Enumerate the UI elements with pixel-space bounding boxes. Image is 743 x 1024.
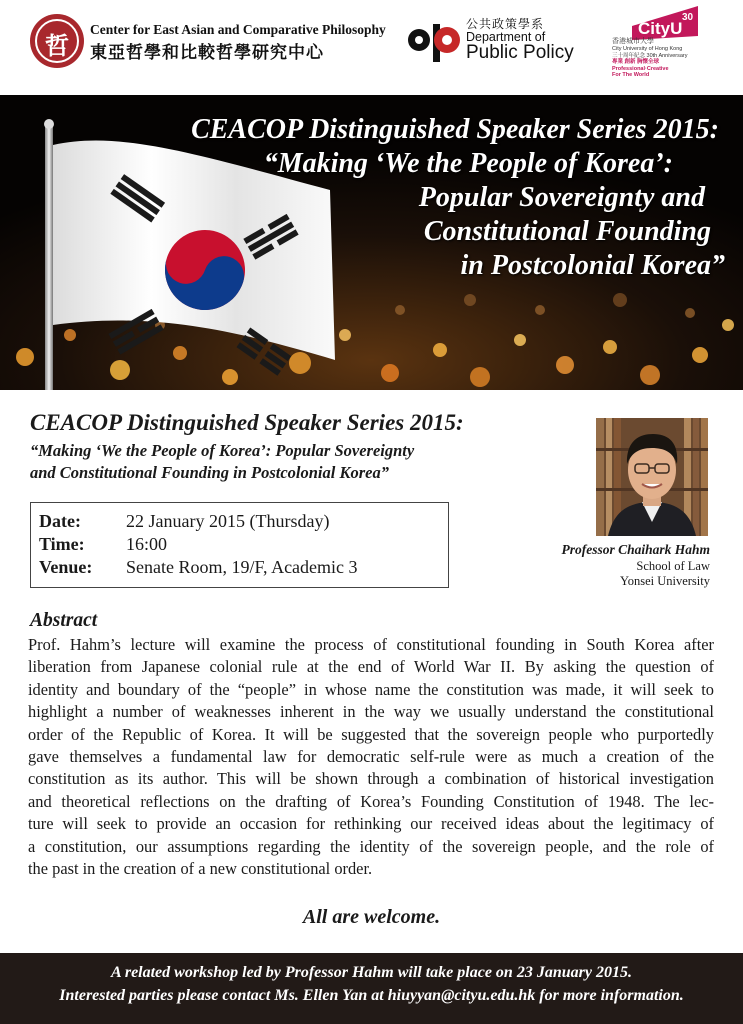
ceacop-name-cn: 東亞哲學和比較哲學研究中心	[90, 43, 324, 63]
detail-value: Senate Room, 19/F, Academic 3	[126, 557, 358, 577]
cityu-logo	[632, 6, 698, 40]
speaker-photo	[596, 418, 708, 536]
abstract-line: identity and boundary of the “people” in whose name the constitution was made, it will seek to	[28, 679, 714, 699]
ceacop-name: Center for East Asian and Comparative Philosophy	[90, 22, 386, 37]
event-subtitle	[30, 440, 414, 484]
event-series-title: CEACOP Distinguished Speaker Series 2015:	[30, 410, 464, 435]
ceacop-logo	[30, 14, 84, 68]
cityu-motto-1: Professional·Creative	[612, 65, 669, 72]
event-details-box	[30, 502, 449, 588]
policy-name-cn: 公共政策學系	[466, 17, 545, 31]
policy-dept: Department of	[466, 30, 546, 44]
cityu-text	[612, 38, 688, 79]
abstract-line: order of the Republic of Korea. It will be suggested that the sovereign people who purportedly	[28, 724, 714, 744]
abstract-line: a constitution, our assumptions regarding the identity of the sovereign people, and the role of	[28, 836, 714, 856]
detail-label: Venue:	[39, 557, 93, 577]
ceacop-logo-glyph: 哲	[45, 32, 69, 60]
abstract-line: ture will seek to provide an occasion for rethinking our received ideas about the legitimacy of	[28, 814, 714, 834]
detail-value: 16:00	[126, 534, 168, 554]
cityu-badge-number: 30	[682, 12, 694, 23]
abstract-line: liberation from Japanese colonial rule at the end of World War II. By asking the question of	[28, 657, 714, 677]
abstract-body	[28, 634, 714, 880]
cityu-motto-cn: 專業 創新 胸懷全球	[612, 59, 660, 65]
banner-line: Popular Sovereignty and	[418, 182, 705, 213]
policy-name: Public Policy	[466, 42, 574, 63]
detail-row-venue	[39, 557, 448, 580]
banner	[0, 95, 743, 390]
detail-row-date	[39, 511, 448, 534]
banner-line: in Postcolonial Korea”	[460, 250, 725, 281]
abstract-line: and theoretical reflections on the drafting of Korea’s Founding Constitution of 1948. The lec-	[28, 791, 714, 811]
banner-line: CEACOP Distinguished Speaker Series 2015:	[191, 114, 719, 145]
abstract-line: highlight a number of weaknesses inherent in the way we usually understand the constitutional	[28, 702, 714, 722]
welcome-text: All are welcome.	[302, 906, 441, 928]
detail-row-time	[39, 534, 448, 557]
footer	[0, 953, 743, 1024]
banner-title	[191, 113, 725, 283]
footer-line: Interested parties please contact Ms. Ellen Yan at hiuyyan@cityu.edu.hk for more information.	[59, 987, 684, 1004]
banner-line: Constitutional Founding	[423, 216, 711, 247]
cityu-badge-text: CityU	[638, 19, 683, 38]
public-policy-logo	[407, 20, 461, 64]
abstract-line: Prof. Hahm’s lecture will examine the process of constitutional founding in South Korea after	[28, 635, 714, 654]
detail-label: Time:	[39, 534, 85, 554]
event-subtitle-line: and Constitutional Founding in Postcolonial Korea”	[30, 463, 389, 482]
detail-label: Date:	[39, 511, 81, 531]
detail-value: 22 January 2015 (Thursday)	[126, 511, 330, 531]
footer-line: A related workshop led by Professor Hahm will take place on 23 January 2015.	[111, 964, 632, 981]
abstract-line: gave themselves a fundamental law for democratic self-rule were as much a creation of the	[28, 747, 714, 767]
speaker-dept: School of Law	[636, 559, 710, 573]
cityu-motto-2: For The World	[612, 72, 650, 78]
abstract-line: constitution as its author. This will be shown through a combination of historical investigation	[28, 769, 714, 789]
event-subtitle-line: “Making ‘We the People of Korea’: Popular Sovereignty	[30, 441, 415, 460]
abstract-heading: Abstract	[30, 610, 98, 631]
speaker-name: Professor Chaihark Hahm	[561, 542, 710, 557]
cityu-anniversary: 三十周年紀念 30th Anniversary	[612, 52, 688, 59]
abstract-line: the past in the creation of a new constitutional order.	[28, 859, 373, 879]
header	[0, 0, 743, 95]
cityu-name-cn: 香港城市大學	[612, 38, 654, 45]
speaker-university: Yonsei University	[619, 574, 710, 588]
cityu-name: City University of Hong Kong	[612, 46, 683, 52]
banner-line: “Making ‘We the People of Korea’:	[263, 148, 673, 179]
